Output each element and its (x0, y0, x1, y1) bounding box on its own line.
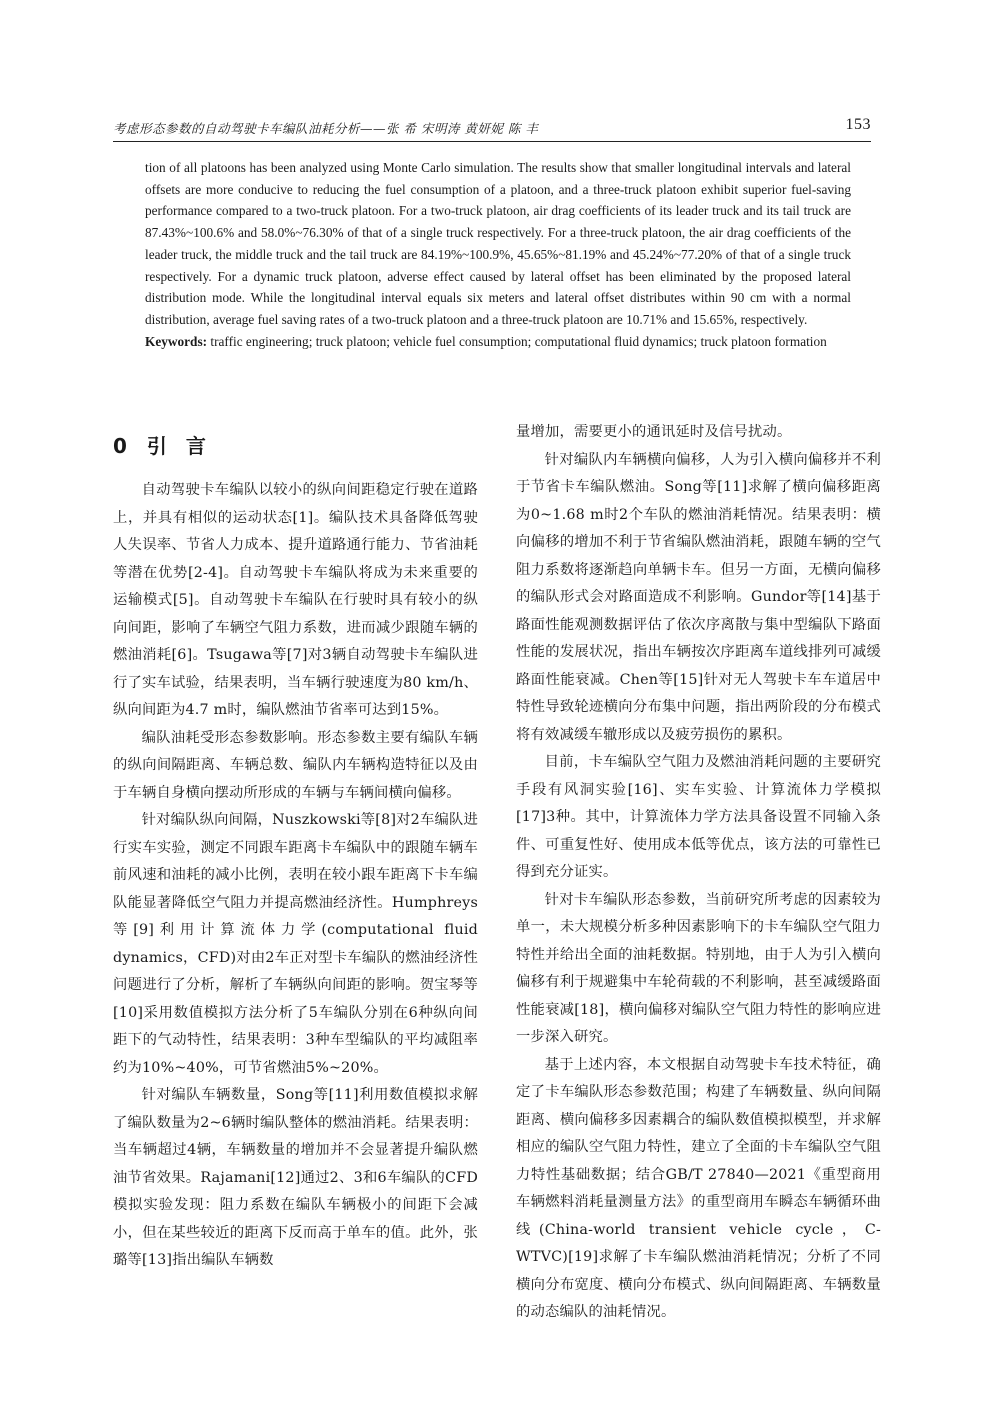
abstract-body: tion of all platoons has been analyzed using Monte Carlo simulation. The results show that smaller longitudinal intervals and lateral offsets are more conducive to reducing the fuel consumption of a platoon, and a three-truck platoon exhibit superior fuel-saving performance compared to a two-truck platoon. For a two-truck platoon, air drag coefficients of its leader truck and its tail truck are 87.43%~100.6% and 58.0%~76.30% of that of a single truck respectively. For a three-truck platoon, the air drag coefficients of the leader truck, the middle truck and the tail truck are 84.19%~100.9%, 45.65%~81.19% and 45.24%~77.20% of that of a single truck respectively. For a dynamic truck platoon, adverse effect caused by lateral offset has been eliminated by the proposed lateral distribution mode. While the longitudinal interval equals six meters and lateral offset distributes within 90 cm with a normal distribution, average fuel saving rates of a two-truck platoon and a three-truck platoon are 10.71% and 15.65%, respectively. (145, 160, 851, 327)
paragraph: 编队油耗受形态参数影响。形态参数主要有编队车辆的纵向间隔距离、车辆总数、编队内车辆构造特征以及由于车辆自身横向摆动所形成的车辆与车辆间横向偏移。 (113, 729, 478, 801)
paragraph: 目前，卡车编队空气阻力及燃油消耗问题的主要研究手段有风洞实验[16]、实车实验、计算流体力学模拟[17]3种。其中，计算流体力学方法具备设置不同输入条件、可重复性好、使用成本低等优点，该方法的可靠性已得到充分证实。 (516, 754, 881, 880)
paragraph: 基于上述内容，本文根据自动驾驶卡车技术特征，确定了卡车编队形态参数范围；构建了车辆数量、纵向间隔距离、横向偏移多因素耦合的编队数值模拟模型，并求解相应的编队空气阻力特性，建立了全面的卡车编队空气阻力特性基础数据；结合GB/T 27840—2021《重型商用车辆燃料消耗量测量方法》的重型商用车瞬态车辆循环曲线(China-world transient vehicle cycle，C-WTVC)[19]求解了卡车编队燃油消耗情况；分析了不同横向分布宽度、横向分布模式、纵向间隔距离、车辆数量的动态编队的油耗情况。 (516, 1056, 881, 1320)
keywords-line (145, 331, 851, 353)
abstract-block (145, 157, 851, 352)
running-header-title: 考虑形态参数的自动驾驶卡车编队油耗分析——张 希 宋明涛 黄妍妮 陈 丰 (113, 121, 539, 136)
left-column (113, 431, 478, 1275)
keywords-text: traffic engineering; truck platoon; vehicle fuel consumption; computational fluid dynamics; truck platoon formation (210, 333, 827, 349)
right-column (516, 419, 881, 1327)
section-heading (113, 431, 478, 477)
keywords-label: Keywords: (145, 333, 208, 349)
page-number: 153 (845, 116, 871, 133)
paragraph-continued: 量增加，需要更小的通讯延时及信号扰动。 (516, 424, 792, 440)
header-rule (113, 141, 871, 142)
paragraph: 针对卡车编队形态参数，当前研究所考虑的因素较为单一，未大规模分析多种因素影响下的卡车编队空气阻力特性并给出全面的油耗数据。特别地，由于人为引入横向偏移有利于规避集中车轮荷载的不利影响，甚至减缓路面性能衰减[18]，横向偏移对编队空气阻力特性的影响应进一步深入研究。 (516, 891, 881, 1045)
paragraph: 针对编队纵向间隔，Nuszkowski等[8]对2车编队进行实车实验，测定不同跟车距离卡车编队中的跟随车辆车前风速和油耗的减小比例，表明在较小跟车距离下卡车编队能显著降低空气阻力并提高燃油经济性。Humphreys等[9]利用计算流体力学(computational fluid dynamics，CFD)对由2车正对型卡车编队的燃油经济性问题进行了分析，解析了车辆纵向间距的影响。贺宝琴等[10]采用数值模拟方法分析了5车编队分别在6种纵向间距下的气动特性，结果表明：3种车型编队的平均减阻率约为10%~40%，可节省燃油5%~20%。 (113, 812, 478, 1076)
paragraph: 自动驾驶卡车编队以较小的纵向间距稳定行驶在道路上，并具有相似的运动状态[1]。编队技术具备降低驾驶人失误率、节省人力成本、提升道路通行能力、节省油耗等潜在优势[2-4]。自动驾驶卡车编队将成为未来重要的运输模式[5]。自动驾驶卡车编队在行驶时具有较小的纵向间距，影响了车辆空气阻力系数，进而减少跟随车辆的燃油消耗[6]。Tsugawa等[7]对3辆自动驾驶卡车编队进行了实车试验，结果表明，当车辆行驶速度为80 km/h、纵向间距为4.7 m时，编队燃油节省率可达到15%。 (113, 482, 478, 718)
section-number: 0 (113, 434, 133, 458)
running-header (113, 116, 871, 140)
paragraph: 针对编队内车辆横向偏移，人为引入横向偏移并不利于节省卡车编队燃油。Song等[11]求解了横向偏移距离为0~1.68 m时2个车队的燃油消耗情况。结果表明：横向偏移的增加不利于节省编队燃油消耗，跟随车辆的空气阻力系数将逐渐趋向单辆卡车。但另一方面，无横向偏移的编队形式会对路面造成不利影响。Gundor等[14]基于路面性能观测数据评估了依次序离散与集中型编队下路面性能的发展状况，指出车辆按次序距离车道线排列可减缓路面性能衰减。Chen等[15]针对无人驾驶卡车车道居中特性导致轮迹横向分布集中问题，指出两阶段的分布模式将有效减缓车辙形成以及疲劳损伤的累积。 (516, 451, 881, 743)
section-title: 引 言 (146, 434, 212, 458)
paragraph: 针对编队车辆数量，Song等[11]利用数值模拟求解了编队数量为2~6辆时编队整体的燃油消耗。结果表明：当车辆超过4辆，车辆数量的增加并不会显著提升编队燃油节省效果。Rajamani[12]通过2、3和6车编队的CFD模拟实验发现：阻力系数在编队车辆极小的间距下会减小，但在某些较近的距离下反而高于单车的值。此外，张璐等[13]指出编队车辆数 (113, 1087, 478, 1268)
